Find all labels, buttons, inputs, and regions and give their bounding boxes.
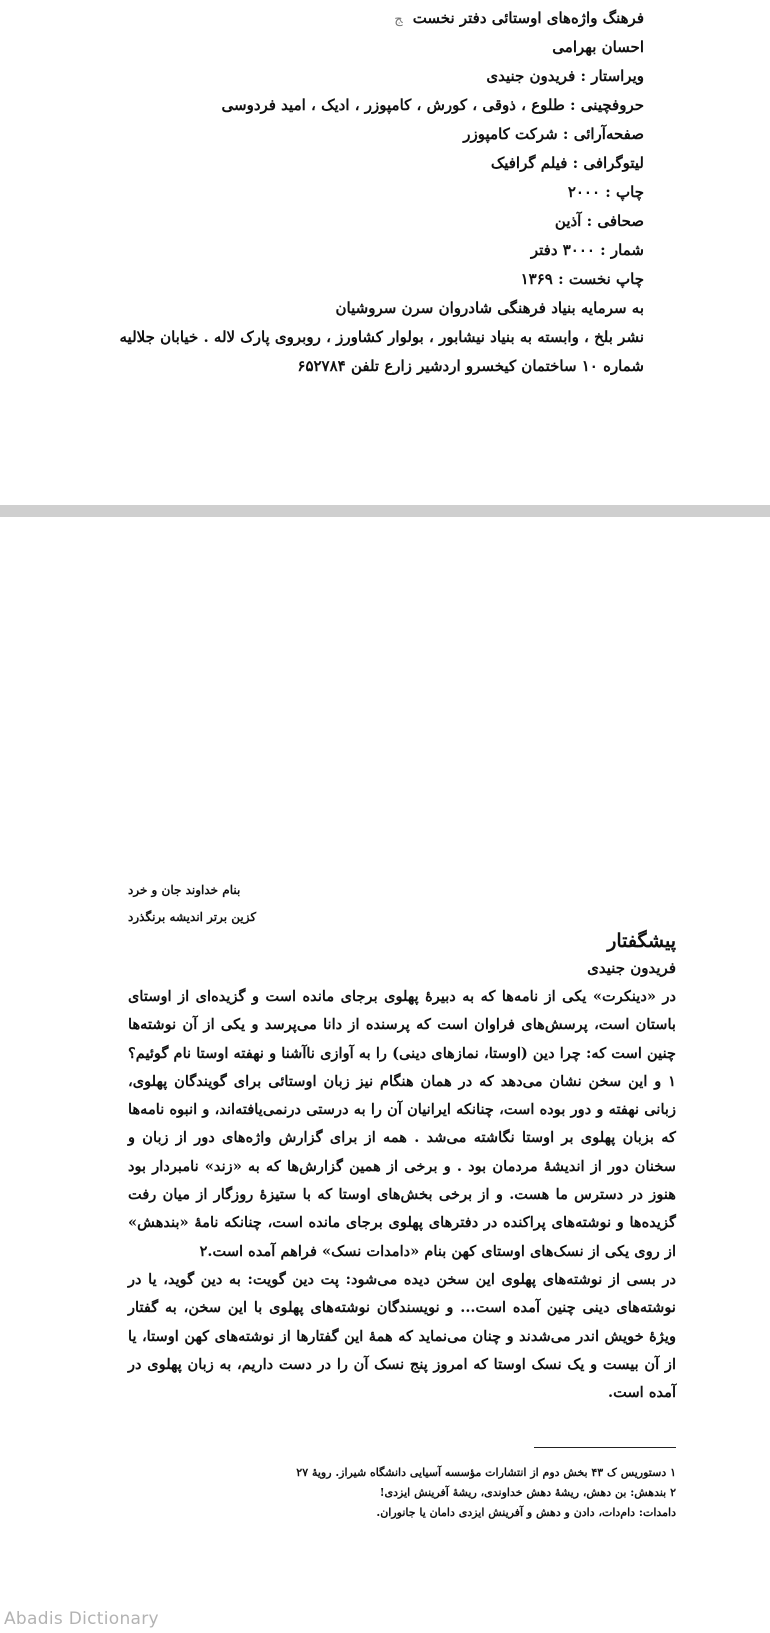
typesetting-line: حروفچینی : طلوع ، ذوقی ، کورش ، کامپوزر ، ادیک ، امید فردوسی [221, 96, 644, 114]
layout-line: صفحه‌آرائی : شرکت کامپوزر [463, 125, 644, 143]
editor-line: ویراستار : فریدون جنیدی [486, 67, 644, 85]
preface-title: پیشگفتار [607, 930, 676, 952]
page-divider [0, 505, 770, 517]
colophon-page [0, 0, 770, 505]
publisher-address-line: نشر بلخ ، وابسته به بنیاد نیشابور ، بولوار کشاورز ، روبروی پارک لاله . خیابان جلالیه [119, 328, 644, 346]
circulation-line: شمار : ۳۰۰۰ دفتر [530, 241, 644, 259]
epigraph [128, 877, 368, 931]
epigraph-line-1: بنام خداوند جان و خرد [128, 883, 241, 897]
funding-line: به سرمایه بنیاد فرهنگی شادروان سرن سروشیان [335, 299, 644, 317]
footnote-2: ۲ بندهش: بن دهش، ریشهٔ دهش خداوندی، ریشهٔ آفرینش ایزدی! [379, 1486, 676, 1499]
watermark: Abadis Dictionary [4, 1609, 159, 1629]
book-title: فرهنگ واژه‌های اوستائی دفتر نخستﺞ [394, 9, 644, 27]
preface [128, 927, 676, 1407]
first-edition-line: چاپ نخست : ۱۳۶۹ [520, 270, 644, 288]
ornament-glyph: ﺞ [394, 12, 403, 27]
epigraph-line-2: کزین برتر اندیشه برنگذرد [128, 910, 257, 924]
footnote-1: ۱ دستوریس ک ۴۳ بخش دوم از انتشارات مؤسسه آسیایی دانشگاه شیراز. رویهٔ ۲۷ [296, 1466, 676, 1479]
colophon [104, 4, 644, 381]
print-line: چاپ : ۲۰۰۰ [567, 183, 644, 201]
footnote-3: دامدات: دام‌دات، دادن و دهش و آفرینش ایزدی دامان یا جانوران. [376, 1506, 676, 1519]
publisher-phone-line: شماره ۱۰ ساختمان کیخسرو اردشیر زارع تلفن ۶۵۲۷۸۴ [297, 357, 644, 375]
footnote-rule [534, 1447, 676, 1448]
preface-page [0, 517, 770, 1633]
preface-author: فریدون جنیدی [587, 959, 676, 977]
footnotes [176, 1463, 676, 1523]
author-name: احسان بهرامی [552, 38, 644, 56]
preface-paragraph-2: در بسی از نوشته‌های پهلوی این سخن دیده می‌شود: پت دین گویت: به دین گوید، یا در نوشته‌های دینی چنین آمده است... و نویسندگان نوشته‌های پهلوی با این سخن، به گفتار ویژهٔ خویش اندر می‌شدند و چنان می‌نماید که همهٔ این گفتارها از نوشته‌های کهن اوستا، یا از آن بیست و یک نسک اوستا که امروز پنج نسک آن را در دست داریم، به زبان پهلوی در آمده است. [128, 1270, 676, 1402]
binding-line: صحافی : آذین [554, 212, 644, 230]
lithography-line: لیتوگرافی : فیلم گرافیک [490, 154, 644, 172]
preface-paragraph-1: در «دینکرت» یکی از نامه‌ها که به دبیرهٔ پهلوی برجای مانده است و گزیده‌ای از اوستای باستان است، پرسش‌های فراوان است که پرسنده از دانا می‌پرسد و یکی از آن نوشته‌ها چنین است که: چرا دین (اوستا، نمازهای دینی) را به آوازی ناآشنا و نهفته اوستا نام گوئیم؟ ۱ و این سخن نشان می‌دهد که در همان هنگام نیز زبان اوستائی برای گویندگان پهلوی، زبانی نهفته و دور بوده است، چنانکه ایرانیان آن را به درستی درنمی‌یافته‌اند، و انبوه نامه‌ها که بزبان پهلوی بر اوستا نگاشته می‌شد . همه از برای گزارش واژه‌های دور از زبان و سخنان دور از اندیشهٔ مردمان بود . و برخی از همین گزارش‌ها که به «زند» نامبردار بود هنوز در دسترس ما هست. و از برخی بخش‌های اوستا که با ستیزهٔ روزگار از میان رفت گزیده‌ها و نوشته‌های پراکنده در دفترهای پهلوی برجای مانده است، چنانکه نامهٔ «بندهش» از روی یکی از نسک‌های اوستای کهن بنام «دامدات نسک» فراهم آمده است.۲ [128, 988, 676, 1260]
